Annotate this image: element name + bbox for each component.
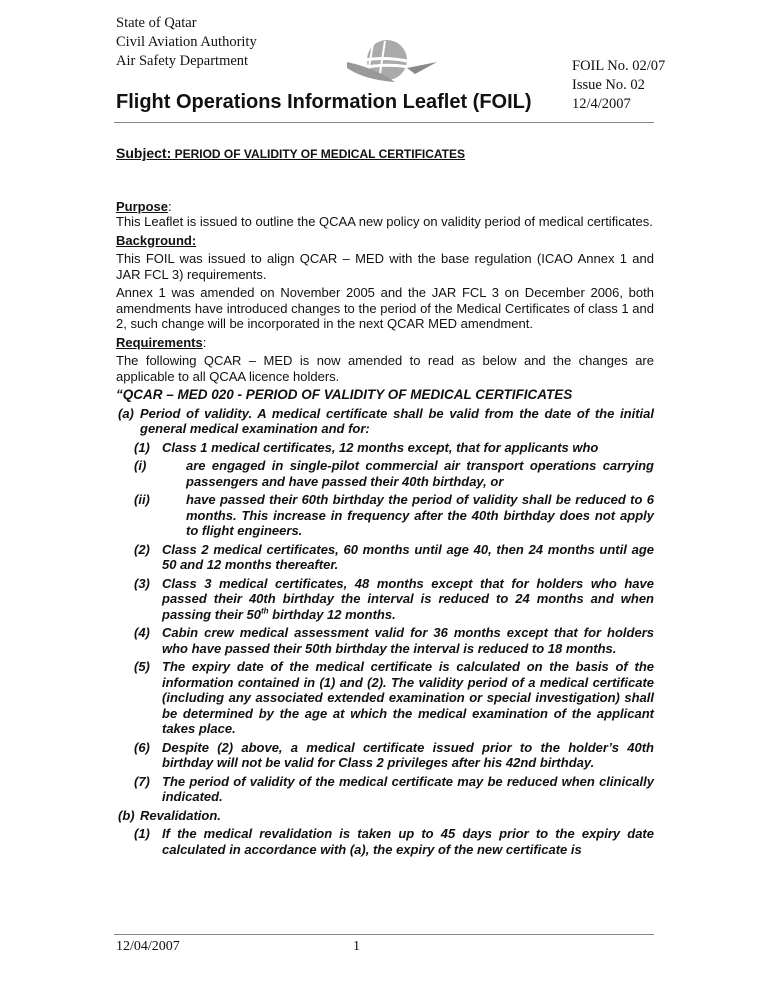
regulation-title: “QCAR – MED 020 - PERIOD OF VALIDITY OF MEDICAL CERTIFICATES xyxy=(116,387,573,402)
footer-divider xyxy=(114,934,654,935)
item-label: (a) xyxy=(118,405,134,421)
heading: Requirements xyxy=(116,334,203,350)
item-text: The period of validity of the medical certificate may be reduced when clinically indicated. xyxy=(162,773,654,804)
item-label: (5) xyxy=(134,659,150,674)
background-paragraph: This FOIL was issued to align QCAR – MED with the base regulation (ICAO Annex 1 and JAR FCL 3) requirements. xyxy=(116,251,654,282)
page-number: 1 xyxy=(353,939,360,954)
document-title: Flight Operations Information Leaflet (FOIL) xyxy=(116,91,532,113)
item-text: Class 1 medical certificates, 12 months except, that for applicants who xyxy=(162,439,599,455)
item-label: (1) xyxy=(134,826,150,841)
item-text: If the medical revalidation is taken up to 45 days prior to the expiry date calculated in accordance with (a), the expiry of the new certificate is xyxy=(162,826,654,857)
item-label: (b) xyxy=(118,807,135,823)
header-org xyxy=(116,14,257,71)
issue-number: Issue No. 02 xyxy=(572,77,645,93)
colon: : xyxy=(168,198,172,214)
issue-date: 12/4/2007 xyxy=(572,96,631,112)
item-text: Cabin crew medical assessment valid for 36 months except that for holders who have passed their 50th birthday the interval is reduced to 18 months. xyxy=(162,625,654,656)
requirements-heading xyxy=(116,335,654,351)
item-label: (4) xyxy=(134,625,150,640)
item-text: have passed their 60th birthday the period of validity shall be reduced to 6 months. This increase in frequency after the 40th birthday does not apply to flight engineers. xyxy=(186,492,654,538)
org-line: Civil Aviation Authority xyxy=(116,34,257,50)
foil-number: FOIL No. 02/07 xyxy=(572,58,666,74)
heading: Purpose xyxy=(116,198,169,214)
item-label: (ii) xyxy=(134,492,150,507)
purpose-text: This Leaflet is issued to outline the QCAA new policy on validity period of medical certificates. xyxy=(116,214,653,229)
document-body xyxy=(116,146,654,860)
requirements-text: The following QCAR – MED is now amended to read as below and the changes are applicable to all QCAA licence holders. xyxy=(116,353,654,384)
item-label: (1) xyxy=(134,439,150,455)
subject-text: PERIOD OF VALIDITY OF MEDICAL CERTIFICATES xyxy=(171,147,466,161)
item-label: (7) xyxy=(134,773,150,789)
item-text: are engaged in single-pilot commercial air transport operations carrying passengers and have passed their 40th birthday, or xyxy=(186,458,654,489)
item-text: The expiry date of the medical certificate is calculated on the basis of the information contained in (1) and (2). The validity period of a medical certificate (including any associated extended examination or special investigation) shall be determined by the age at which the medical examination of the applicant takes place. xyxy=(162,659,654,736)
item-label: (6) xyxy=(134,739,150,755)
org-line: State of Qatar xyxy=(116,15,197,31)
item-text: birthday 12 months. xyxy=(268,606,396,622)
header-divider xyxy=(114,122,654,123)
org-line: Air Safety Department xyxy=(116,53,249,69)
globe-plane-logo-icon xyxy=(345,38,455,88)
background-paragraph: Annex 1 was amended on November 2005 and the JAR FCL 3 on December 2006, both amendments have introduced changes to the period of the Medical Certificates of class 1 and 2, such change will be incorporated in the next QCAR MED amendment. xyxy=(116,285,654,331)
regulation xyxy=(116,387,654,857)
purpose-heading xyxy=(116,199,654,215)
item-text: Revalidation. xyxy=(140,807,221,823)
subject xyxy=(116,146,654,163)
item-text: Despite (2) above, a medical certificate issued prior to the holder’s 40th birthday will not be valid for Class 2 privileges after his 42nd birthday. xyxy=(162,739,654,770)
item-text: Period of validity. A medical certificate shall be valid from the date of the initial general medical examination and for: xyxy=(140,405,654,436)
subject-label: Subject: xyxy=(116,145,172,161)
colon: : xyxy=(202,334,207,350)
header-reference xyxy=(572,57,665,114)
item-text: Class 2 medical certificates, 60 months until age 40, then 24 months until age 50 and 12 months thereafter. xyxy=(162,541,654,572)
item-label: (2) xyxy=(134,541,150,557)
background-heading: Background: xyxy=(116,232,197,248)
superscript: th xyxy=(260,606,269,616)
item-text: Class 3 medical certificates, 48 months except that for holders who have passed their 40th birthday the interval is reduced to 24 months and when passing their 50 xyxy=(162,575,654,622)
item-label: (i) xyxy=(134,458,147,473)
item-label: (3) xyxy=(134,575,150,591)
footer-date: 12/04/2007 xyxy=(116,939,180,954)
